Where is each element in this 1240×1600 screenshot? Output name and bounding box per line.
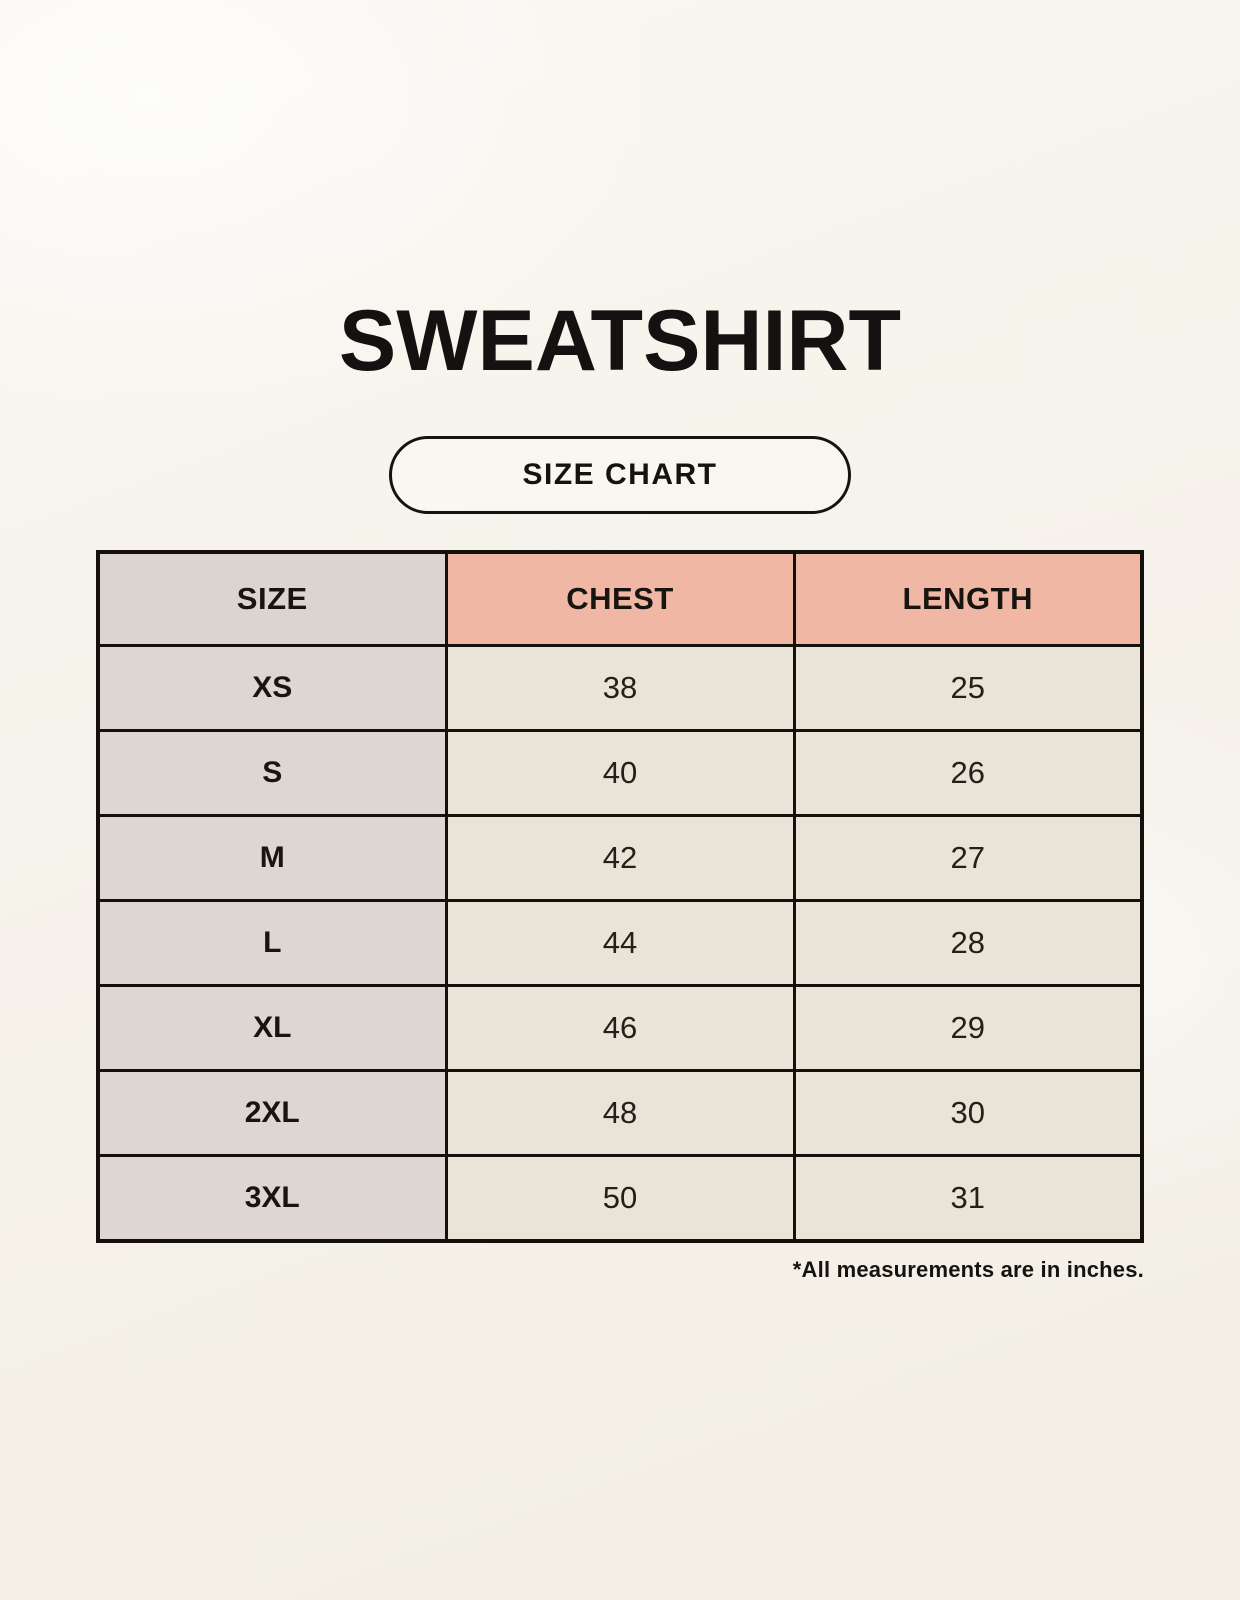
table-row — [98, 901, 1142, 986]
size-cell: 2XL — [98, 1071, 446, 1156]
length-cell: 29 — [794, 986, 1142, 1071]
table-row — [98, 1156, 1142, 1242]
length-cell: 28 — [794, 901, 1142, 986]
chest-cell: 44 — [446, 901, 794, 986]
size-cell: 3XL — [98, 1156, 446, 1242]
chest-cell: 42 — [446, 816, 794, 901]
size-chart-badge: SIZE CHART — [389, 436, 851, 514]
size-cell: L — [98, 901, 446, 986]
size-cell: XS — [98, 646, 446, 731]
chest-cell: 46 — [446, 986, 794, 1071]
page-title: SWEATSHIRT — [338, 293, 902, 389]
table-row — [98, 816, 1142, 901]
chest-cell: 40 — [446, 731, 794, 816]
measurements-footnote: *All measurements are in inches. — [792, 1257, 1144, 1282]
size-cell: S — [98, 731, 446, 816]
length-cell: 30 — [794, 1071, 1142, 1156]
length-cell: 31 — [794, 1156, 1142, 1242]
table-row — [98, 1071, 1142, 1156]
table-row — [98, 731, 1142, 816]
size-cell: XL — [98, 986, 446, 1071]
length-cell: 27 — [794, 816, 1142, 901]
table-header-row — [98, 552, 1142, 646]
length-cell: 26 — [794, 731, 1142, 816]
size-cell: M — [98, 816, 446, 901]
chest-cell: 48 — [446, 1071, 794, 1156]
length-cell: 25 — [794, 646, 1142, 731]
column-header-length: LENGTH — [794, 552, 1142, 646]
chest-cell: 50 — [446, 1156, 794, 1242]
table-row — [98, 986, 1142, 1071]
column-header-chest: CHEST — [446, 552, 794, 646]
size-chart-table — [96, 550, 1144, 1243]
table-row — [98, 646, 1142, 731]
chest-cell: 38 — [446, 646, 794, 731]
column-header-size: SIZE — [98, 552, 446, 646]
